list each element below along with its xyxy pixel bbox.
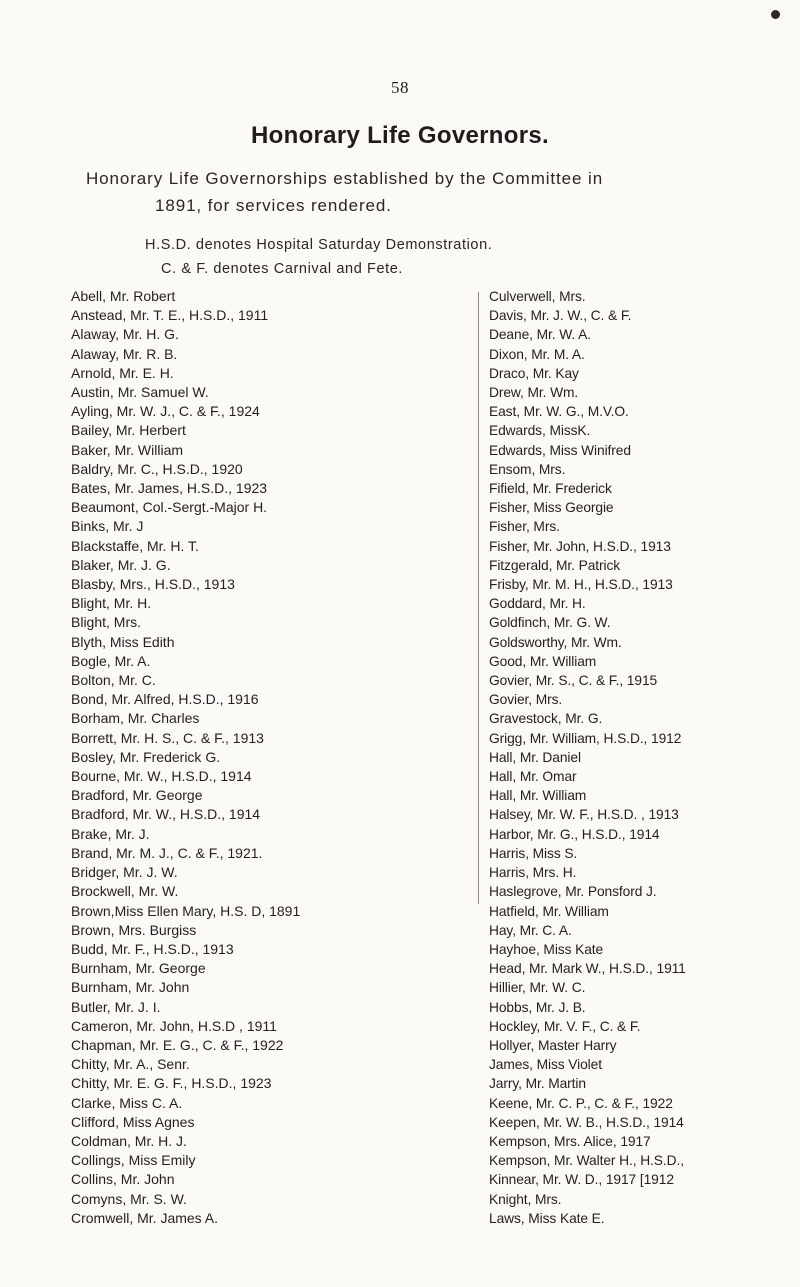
governor-entry: Good, Mr. William	[489, 653, 597, 669]
governor-entry: Keepen, Mr. W. B., H.S.D., 1914	[489, 1114, 684, 1130]
governor-entry: Culverwell, Mrs.	[489, 289, 586, 304]
governor-entry: Chapman, Mr. E. G., C. & F., 1922	[71, 1036, 284, 1053]
governors-list-left	[71, 287, 476, 1228]
governor-entry: Frisby, Mr. M. H., H.S.D., 1913	[489, 577, 673, 593]
governor-entry: Harris, Miss S.	[489, 845, 578, 861]
governor-entry: Grigg, Mr. William, H.S.D., 1912	[489, 730, 682, 746]
governor-entry: Halsey, Mr. W. F., H.S.D. , 1913	[489, 807, 679, 823]
governor-entry: Burnham, Mr. George	[71, 960, 206, 977]
governor-entry: Bailey, Mr. Herbert	[71, 422, 186, 439]
governor-entry: Burnham, Mr. John	[71, 979, 190, 996]
governor-entry: Beaumont, Col.-Sergt.-Major H.	[71, 499, 268, 516]
governor-entry: Alaway, Mr. H. G.	[71, 326, 179, 343]
page-number: 58	[391, 78, 409, 97]
abbreviation-notes	[0, 233, 800, 281]
governor-entry: Clarke, Miss C. A.	[71, 1094, 183, 1111]
governor-entry: Fisher, Miss Georgie	[489, 500, 614, 516]
intro-line-2: 1891, for services rendered.	[155, 196, 392, 215]
governor-entry: Collings, Miss Emily	[71, 1152, 196, 1169]
governor-entry: Hollyer, Master Harry	[489, 1037, 617, 1053]
governor-entry: Brockwell, Mr. W.	[71, 883, 179, 900]
governor-entry: Alaway, Mr. R. B.	[71, 345, 178, 362]
governor-entry: Borrett, Mr. H. S., C. & F., 1913	[71, 729, 264, 746]
governor-entry: Blasby, Mrs., H.S.D., 1913	[71, 576, 235, 593]
intro-paragraph	[86, 165, 786, 219]
note-hsd: H.S.D. denotes Hospital Saturday Demonstration.	[145, 237, 493, 253]
governor-entry: Brake, Mr. J.	[71, 825, 150, 842]
governor-entry: Collins, Mr. John	[71, 1171, 175, 1188]
governor-entry: Hobbs, Mr. J. B.	[489, 999, 586, 1015]
governor-entry: Budd, Mr. F., H.S.D., 1913	[71, 940, 234, 957]
governor-entry: Davis, Mr. J. W., C. & F.	[489, 308, 632, 324]
governor-entry: Head, Mr. Mark W., H.S.D., 1911	[489, 961, 686, 977]
governor-entry: Knight, Mrs.	[489, 1191, 562, 1207]
governor-entry: Austin, Mr. Samuel W.	[71, 384, 209, 401]
governor-entry: Fisher, Mr. John, H.S.D., 1913	[489, 538, 671, 554]
governor-entry: Butler, Mr. J. I.	[71, 998, 161, 1015]
governor-entry: Blight, Mrs.	[71, 614, 142, 631]
governor-entry: Anstead, Mr. T. E., H.S.D., 1911	[71, 307, 269, 324]
governor-entry: Fifield, Mr. Frederick	[489, 481, 612, 497]
governor-entry: Laws, Miss Kate E.	[489, 1210, 605, 1226]
governor-entry: Edwards, Miss Winifred	[489, 442, 631, 458]
column-divider	[478, 292, 479, 904]
governor-entry: Ensom, Mrs.	[489, 461, 566, 477]
governor-entry: Kinnear, Mr. W. D., 1917 [1912	[489, 1172, 674, 1188]
governor-entry: Harbor, Mr. G., H.S.D., 1914	[489, 826, 660, 842]
governor-entry: Kempson, Mrs. Alice, 1917	[489, 1133, 651, 1149]
governor-entry: Deane, Mr. W. A.	[489, 327, 591, 343]
governor-entry: Bradford, Mr. George	[71, 787, 203, 804]
governor-entry: Bolton, Mr. C.	[71, 672, 156, 689]
governor-entry: Dixon, Mr. M. A.	[489, 346, 585, 362]
governor-entry: James, Miss Violet	[489, 1057, 602, 1073]
governor-entry: Govier, Mr. S., C. & F., 1915	[489, 673, 658, 689]
governor-entry: Cromwell, Mr. James A.	[71, 1209, 219, 1226]
governor-entry: Chitty, Mr. E. G. F., H.S.D., 1923	[71, 1075, 272, 1092]
governor-entry: Hillier, Mr. W. C.	[489, 980, 586, 996]
governor-entry: Borham, Mr. Charles	[71, 710, 200, 727]
governors-list-right	[489, 287, 794, 1228]
governor-entry: Coldman, Mr. H. J.	[71, 1132, 187, 1149]
governor-entry: Bosley, Mr. Frederick G.	[71, 748, 221, 765]
governor-entry: Blight, Mr. H.	[71, 595, 152, 612]
governor-entry: Goddard, Mr. H.	[489, 596, 586, 612]
governor-entry: Goldfinch, Mr. G. W.	[489, 615, 611, 631]
governor-entry: Keene, Mr. C. P., C. & F., 1922	[489, 1095, 673, 1111]
governor-entry: Bradford, Mr. W., H.S.D., 1914	[71, 806, 261, 823]
governor-entry: Hatfield, Mr. William	[489, 903, 609, 919]
intro-line-1: Honorary Life Governorships established by the Committee in	[86, 169, 604, 188]
governor-entry: Arnold, Mr. E. H.	[71, 364, 174, 381]
governor-entry: Brown,Miss Ellen Mary, H.S. D, 1891	[71, 902, 301, 919]
governor-entry: Goldsworthy, Mr. Wm.	[489, 634, 622, 650]
governor-entry: Haslegrove, Mr. Ponsford J.	[489, 884, 657, 900]
governor-entry: Drew, Mr. Wm.	[489, 385, 579, 401]
governor-entry: Brown, Mrs. Burgiss	[71, 921, 197, 938]
governor-entry: Hay, Mr. C. A.	[489, 922, 572, 938]
governor-entry: Comyns, Mr. S. W.	[71, 1190, 187, 1207]
governor-entry: Edwards, MissK.	[489, 423, 591, 439]
governor-entry: Harris, Mrs. H.	[489, 865, 577, 881]
governor-entry: Fitzgerald, Mr. Patrick	[489, 557, 621, 573]
governor-entry: Gravestock, Mr. G.	[489, 711, 603, 727]
governor-entry: Chitty, Mr. A., Senr.	[71, 1056, 190, 1073]
governor-entry: Bates, Mr. James, H.S.D., 1923	[71, 480, 268, 497]
note-cf: C. & F. denotes Carnival and Fete.	[161, 261, 404, 277]
governor-entry: Brand, Mr. M. J., C. & F., 1921.	[71, 844, 263, 861]
governor-entry: Bourne, Mr. W., H.S.D., 1914	[71, 768, 252, 785]
governor-entry: Bond, Mr. Alfred, H.S.D., 1916	[71, 691, 259, 708]
governor-entry: Blyth, Miss Edith	[71, 633, 175, 650]
governor-entry: Hayhoe, Miss Kate	[489, 941, 604, 957]
governor-entry: Fisher, Mrs.	[489, 519, 560, 535]
governor-entry: East, Mr. W. G., M.V.O.	[489, 404, 629, 420]
governor-entry: Kempson, Mr. Walter H., H.S.D.,	[489, 1153, 684, 1169]
governor-entry: Hall, Mr. William	[489, 788, 587, 804]
governor-entry: Baldry, Mr. C., H.S.D., 1920	[71, 460, 243, 477]
page-title: Honorary Life Governors.	[251, 122, 549, 149]
governor-entry: Cameron, Mr. John, H.S.D , 1911	[71, 1017, 277, 1034]
governor-entry: Hall, Mr. Daniel	[489, 749, 581, 765]
governor-entry: Binks, Mr. J	[71, 518, 144, 535]
governor-entry: Hockley, Mr. V. F., C. & F.	[489, 1018, 641, 1034]
governor-entry: Blaker, Mr. J. G.	[71, 556, 171, 573]
governor-entry: Ayling, Mr. W. J., C. & F., 1924	[71, 403, 260, 420]
governor-entry: Bogle, Mr. A.	[71, 652, 151, 669]
governor-entry: Hall, Mr. Omar	[489, 769, 577, 785]
governor-entry: Jarry, Mr. Martin	[489, 1076, 586, 1092]
governor-entry: Draco, Mr. Kay	[489, 365, 579, 381]
governor-entry: Blackstaffe, Mr. H. T.	[71, 537, 199, 554]
bullet-mark	[771, 10, 780, 19]
governor-entry: Clifford, Miss Agnes	[71, 1113, 195, 1130]
governor-entry: Abell, Mr. Robert	[71, 288, 176, 304]
governor-entry: Bridger, Mr. J. W.	[71, 864, 178, 881]
governor-entry: Govier, Mrs.	[489, 692, 563, 708]
governor-entry: Baker, Mr. William	[71, 441, 184, 458]
